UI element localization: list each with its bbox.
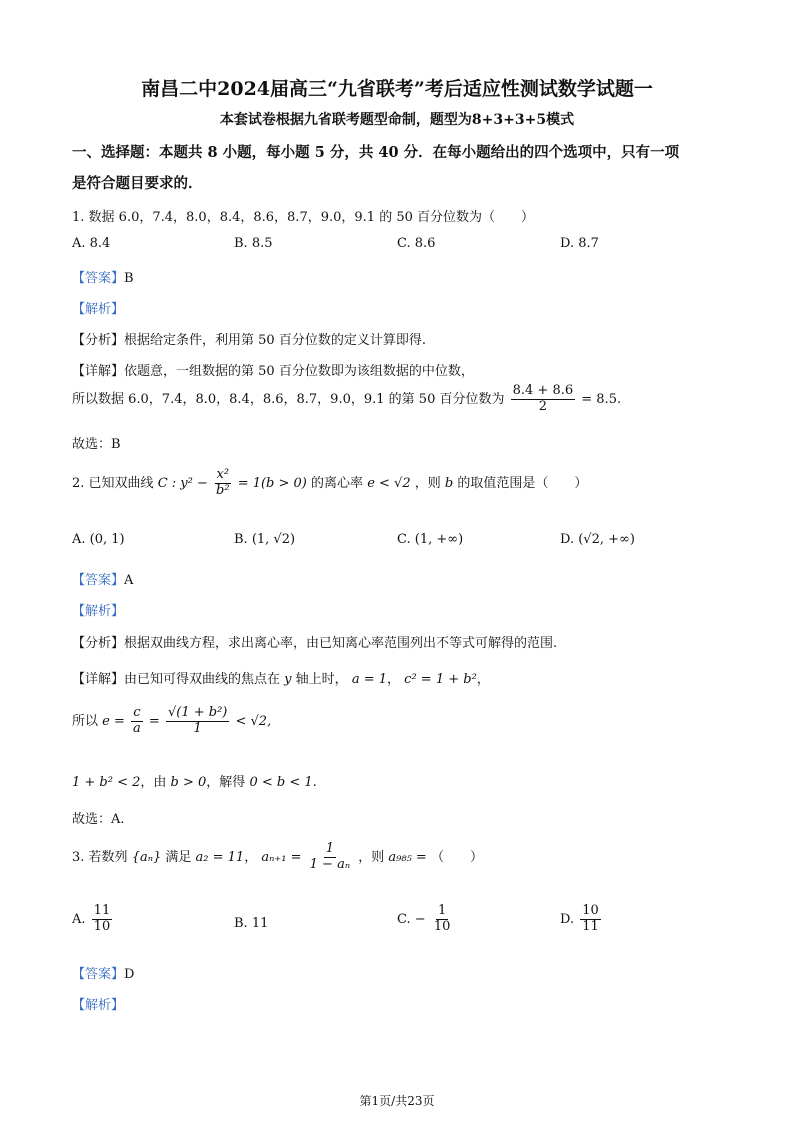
q1-option-a: A. 8.4: [72, 236, 111, 251]
minus-sign: −: [414, 911, 426, 927]
a-equation: a = 1: [351, 672, 388, 687]
frac-denominator: 10: [93, 918, 111, 934]
hyperbola-eq-right: = 1(b > 0): [237, 475, 307, 491]
option-label: C.: [397, 911, 411, 927]
comma: ，: [244, 849, 258, 865]
sqrt-fraction: [166, 706, 229, 737]
fenxi-text: 根据给定条件，利用第 50 百分位数的定义计算即得.: [124, 333, 426, 348]
fenxi-tag: 【分析】: [72, 636, 125, 651]
q3-stem-post: ，则: [358, 849, 385, 865]
fenxi-text: 根据双曲线方程，求出离心率，由已知离心率范围列出不等式可解得的范围.: [124, 636, 558, 651]
q2-stem-mid: 的离心率: [311, 475, 364, 491]
comma: ，: [387, 672, 401, 687]
equals-sign: =: [148, 713, 160, 729]
frac-denominator: 2: [538, 398, 547, 414]
frac-numerator: 11: [93, 903, 111, 918]
q3-option-d: [560, 904, 603, 935]
sequence: {aₙ}: [131, 849, 162, 865]
xiangjie-text: 依题意，一组数据的第 50 百分位数即为该组数据的中位数，: [124, 364, 474, 379]
q2-conclusion: 故选：A.: [72, 812, 125, 827]
eccentricity-condition: e < √2: [367, 475, 411, 491]
q2-xiangjie: [72, 668, 490, 687]
q3-answer: [72, 963, 134, 982]
frac-denominator: a: [133, 720, 141, 736]
q2-stem-post: ，则: [414, 475, 441, 491]
frac-denominator: b²: [216, 482, 230, 498]
q3-stem-pre: 3. 若数列: [72, 849, 128, 865]
recurrence-fraction: [308, 842, 352, 873]
q2-stem-pre: 2. 已知双曲线: [72, 475, 154, 491]
q2-analysis-tag: 【解析】: [72, 604, 125, 619]
calc-result: = 8.5.: [581, 391, 622, 407]
q2-inequality: [72, 771, 317, 790]
a2-value: a₂ = 11: [195, 849, 245, 865]
q3-stem: [72, 842, 483, 873]
q1-fenxi: [72, 329, 426, 348]
answer-value: B: [124, 271, 134, 286]
frac-numerator: 1: [325, 841, 334, 856]
frac-denominator: 10: [433, 918, 451, 934]
q1-xiangjie: [72, 360, 474, 379]
frac-numerator: 10: [582, 903, 599, 918]
frac-denominator: 1 − aₙ: [309, 856, 351, 872]
section-heading-line1: 一、选择题：本题共 8 小题，每小题 5 分，共 40 分．在每小题给出的四个选项中，只有一项: [72, 144, 680, 161]
ineq-mid2: ，解得: [206, 775, 246, 790]
less-than-sqrt2: < √2,: [235, 713, 272, 729]
hyperbola-eq-left: C : y² −: [157, 475, 208, 491]
frac-numerator: c: [133, 705, 141, 720]
xiangjie-tag: 【详解】: [72, 672, 125, 687]
q2-option-b: B. (1, √2): [234, 532, 296, 547]
so-pre: 所以: [72, 713, 99, 729]
xiangjie-tag: 【详解】: [72, 364, 125, 379]
answer-value: A: [124, 573, 134, 588]
b-range-result: 0 < b < 1: [249, 775, 313, 790]
answer-tag: 【答案】: [72, 573, 125, 588]
b-positive: b > 0: [170, 775, 207, 790]
frac-numerator: x²: [216, 467, 230, 482]
c-over-a-fraction: [131, 706, 143, 737]
q1-option-c: C. 8.6: [397, 236, 436, 251]
page-title: 南昌二中2024届高三“九省联考”考后适应性测试数学试题一: [141, 78, 653, 100]
xiangjie-pre: 由已知可得双曲线的焦点在: [124, 672, 281, 687]
answer-tag: 【答案】: [72, 271, 125, 286]
q1-answer: [72, 267, 134, 286]
q2-option-d: D. (√2, +∞): [560, 532, 635, 547]
calc-pre: 所以数据 6.0，7.4，8.0，8.4，8.6，8.7，9.0，9.1 的第 50 百分位数为: [72, 391, 505, 407]
q2-fenxi: [72, 632, 557, 651]
ineq-end: .: [312, 775, 317, 790]
q1-calculation: [72, 384, 621, 415]
option-label: D.: [560, 911, 575, 927]
recurrence-left: aₙ₊₁ =: [261, 849, 302, 865]
q3-option-c: [397, 904, 454, 935]
q2-option-c: C. (1, +∞): [397, 532, 464, 547]
answer-tag: 【答案】: [72, 967, 125, 982]
hyperbola-fraction: [214, 468, 232, 499]
variable-y: y: [284, 672, 292, 687]
page-footer: 第1页/共23页: [359, 1094, 435, 1108]
fenxi-tag: 【分析】: [72, 333, 125, 348]
q3-paren: （ ）: [430, 849, 483, 865]
q2-answer: [72, 569, 133, 588]
option-label: A.: [72, 911, 86, 927]
median-fraction: [511, 384, 576, 415]
q2-eccentricity-derivation: [72, 706, 271, 737]
q3-stem-mid: 满足: [165, 849, 192, 865]
target-term: a₉₈₅ =: [388, 849, 427, 865]
inequality: 1 + b² < 2: [72, 775, 141, 790]
page-subtitle: 本套试卷根据九省联考题型命制，题型为8+3+3+5模式: [219, 112, 575, 128]
e-equals: e =: [102, 713, 125, 729]
q1-option-b: B. 8.5: [234, 236, 273, 251]
frac-denominator: 1: [193, 720, 202, 736]
frac-numerator: 1: [437, 903, 447, 918]
frac-denominator: 11: [582, 918, 599, 934]
frac-numerator: √(1 + b²): [167, 705, 228, 720]
c-equation: c² = 1 + b²: [404, 672, 477, 687]
q2-stem-end: 的取值范围是（ ）: [457, 475, 588, 491]
q3-option-a: [72, 904, 114, 935]
q1-option-d: D. 8.7: [560, 236, 599, 251]
q2-option-a: A. (0, 1): [72, 532, 125, 547]
q1-analysis-tag: 【解析】: [72, 302, 125, 317]
variable-b: b: [444, 475, 454, 491]
q1-stem: 1. 数据 6.0，7.4，8.0，8.4，8.6，8.7，9.0，9.1 的 50 百分位数为（ ）: [72, 210, 535, 225]
xiangjie-mid: 轴上时，: [295, 672, 348, 687]
q3-analysis-tag: 【解析】: [72, 998, 125, 1013]
frac-numerator: 8.4 + 8.6: [512, 383, 574, 398]
q1-conclusion: 故选：B: [72, 437, 121, 452]
ineq-mid: ，由: [140, 775, 167, 790]
option-c-fraction: [432, 904, 453, 935]
xiangjie-end: ，: [476, 672, 490, 687]
answer-value: D: [124, 967, 135, 982]
option-a-fraction: [92, 904, 113, 935]
q3-option-b: B. 11: [234, 916, 269, 931]
option-d-fraction: [580, 904, 601, 935]
section-heading-line2: 是符合题目要求的．: [72, 175, 203, 192]
q2-stem: [72, 468, 587, 499]
